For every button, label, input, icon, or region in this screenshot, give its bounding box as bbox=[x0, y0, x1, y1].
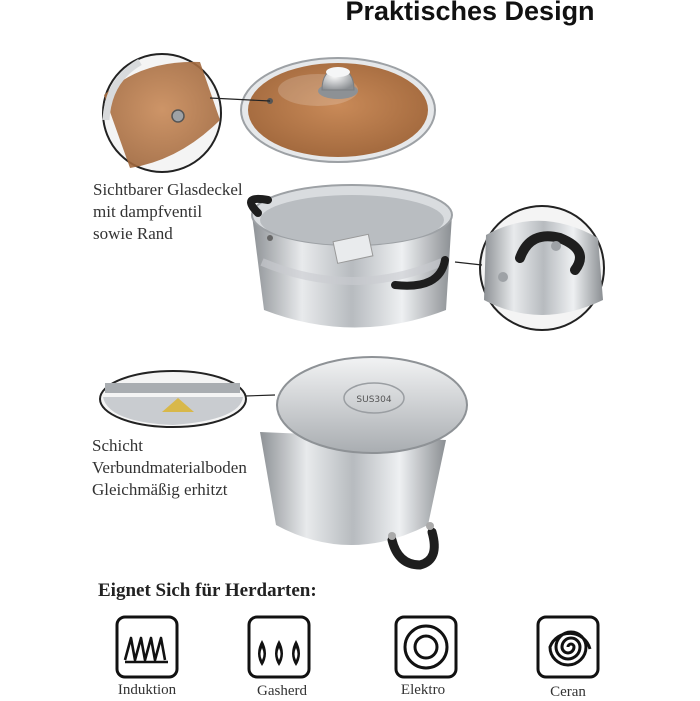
base-feature-caption bbox=[92, 435, 247, 501]
caption-line: mit dampfventil bbox=[93, 202, 203, 221]
caption-line: sowie Rand bbox=[93, 224, 173, 243]
base-detail-circle bbox=[100, 371, 275, 427]
stove-types-heading: Eignet Sich für Herdarten: bbox=[98, 580, 317, 601]
induction-coil-icon bbox=[117, 617, 177, 677]
stock-pot bbox=[260, 357, 467, 565]
pot-stamp: SUS304 bbox=[356, 395, 392, 405]
induction-label: Induktion bbox=[117, 682, 177, 698]
page-title: Praktisches Design bbox=[345, 0, 595, 26]
caption-line: Gleichmäßig erhitzt bbox=[92, 480, 228, 499]
caption-line: Schicht bbox=[92, 436, 143, 455]
ceran-spiral-icon bbox=[538, 617, 598, 677]
lid-feature-caption bbox=[93, 179, 243, 245]
glass-lid bbox=[241, 58, 435, 162]
handle-detail-circle bbox=[455, 206, 604, 330]
gas-label: Gasherd bbox=[257, 683, 307, 699]
electric-ring-icon bbox=[396, 617, 456, 677]
ceran-label: Ceran bbox=[550, 684, 586, 700]
electric-label: Elektro bbox=[400, 682, 446, 698]
caption-line: Sichtbarer Glasdeckel bbox=[93, 180, 243, 199]
gas-flame-icon bbox=[249, 617, 309, 677]
steamer-insert bbox=[251, 185, 452, 328]
caption-line: Verbundmaterialboden bbox=[92, 458, 247, 477]
